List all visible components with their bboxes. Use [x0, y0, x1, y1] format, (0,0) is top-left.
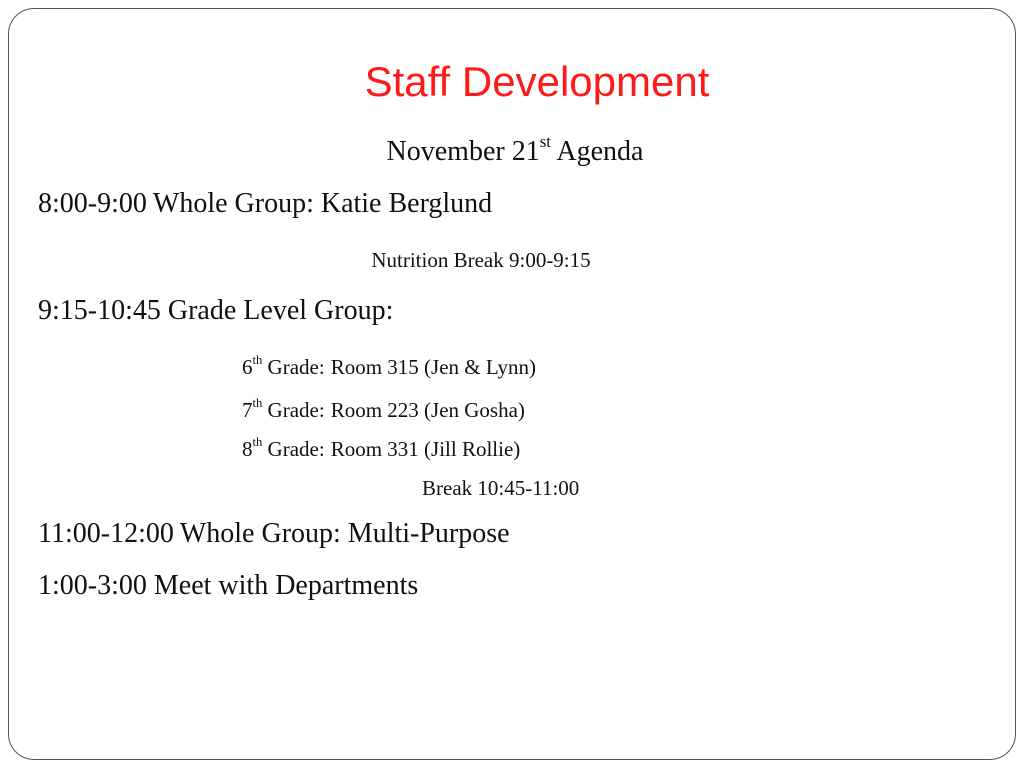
break: Break 10:45-11:00 — [422, 476, 580, 500]
grade-suffix: th — [252, 353, 263, 368]
grade-number: 7 — [242, 398, 253, 422]
grade-suffix: th — [252, 435, 263, 450]
agenda-row-grade-level — [38, 291, 393, 331]
grade-6-room — [242, 352, 536, 382]
slide-title — [0, 52, 1024, 112]
row-text: Meet with Departments — [153, 570, 419, 601]
nutrition-break: Nutrition Break 9:00-9:15 — [371, 248, 591, 272]
agenda-row-departments — [38, 566, 418, 606]
subtitle-date: November 21 — [386, 136, 540, 167]
subtitle-agenda: Agenda — [550, 136, 644, 167]
grade-number: 6 — [242, 355, 253, 379]
agenda-row-whole-group-2 — [38, 514, 510, 554]
row-time: 9:15-10:45 — [38, 295, 161, 326]
row-time: 11:00-12:00 — [38, 518, 174, 549]
grade-label: Grade: — [262, 398, 325, 422]
agenda-row-whole-group-1 — [38, 184, 492, 224]
grade-8-room — [242, 434, 520, 464]
subtitle-date-suffix: st — [539, 132, 551, 152]
row-text: Whole Group: Multi-Purpose — [179, 518, 510, 549]
row-text: Whole Group: Katie Berglund — [152, 188, 493, 219]
grade-room: Room 223 (Jen Gosha) — [330, 398, 525, 422]
slide-title-text: Staff Development — [364, 58, 710, 105]
grade-suffix: th — [252, 396, 263, 411]
grade-number: 8 — [242, 437, 253, 461]
row-text: Grade Level Group: — [167, 295, 394, 326]
grade-label: Grade: — [262, 437, 325, 461]
agenda-subtitle — [0, 132, 1024, 172]
row-time: 8:00-9:00 — [38, 188, 147, 219]
grade-label: Grade: — [262, 355, 325, 379]
grade-7-room — [242, 395, 525, 425]
grade-room: Room 315 (Jen & Lynn) — [330, 355, 537, 379]
grade-room: Room 331 (Jill Rollie) — [330, 437, 521, 461]
slide-frame — [8, 8, 1016, 760]
row-time: 1:00-3:00 — [38, 570, 147, 601]
